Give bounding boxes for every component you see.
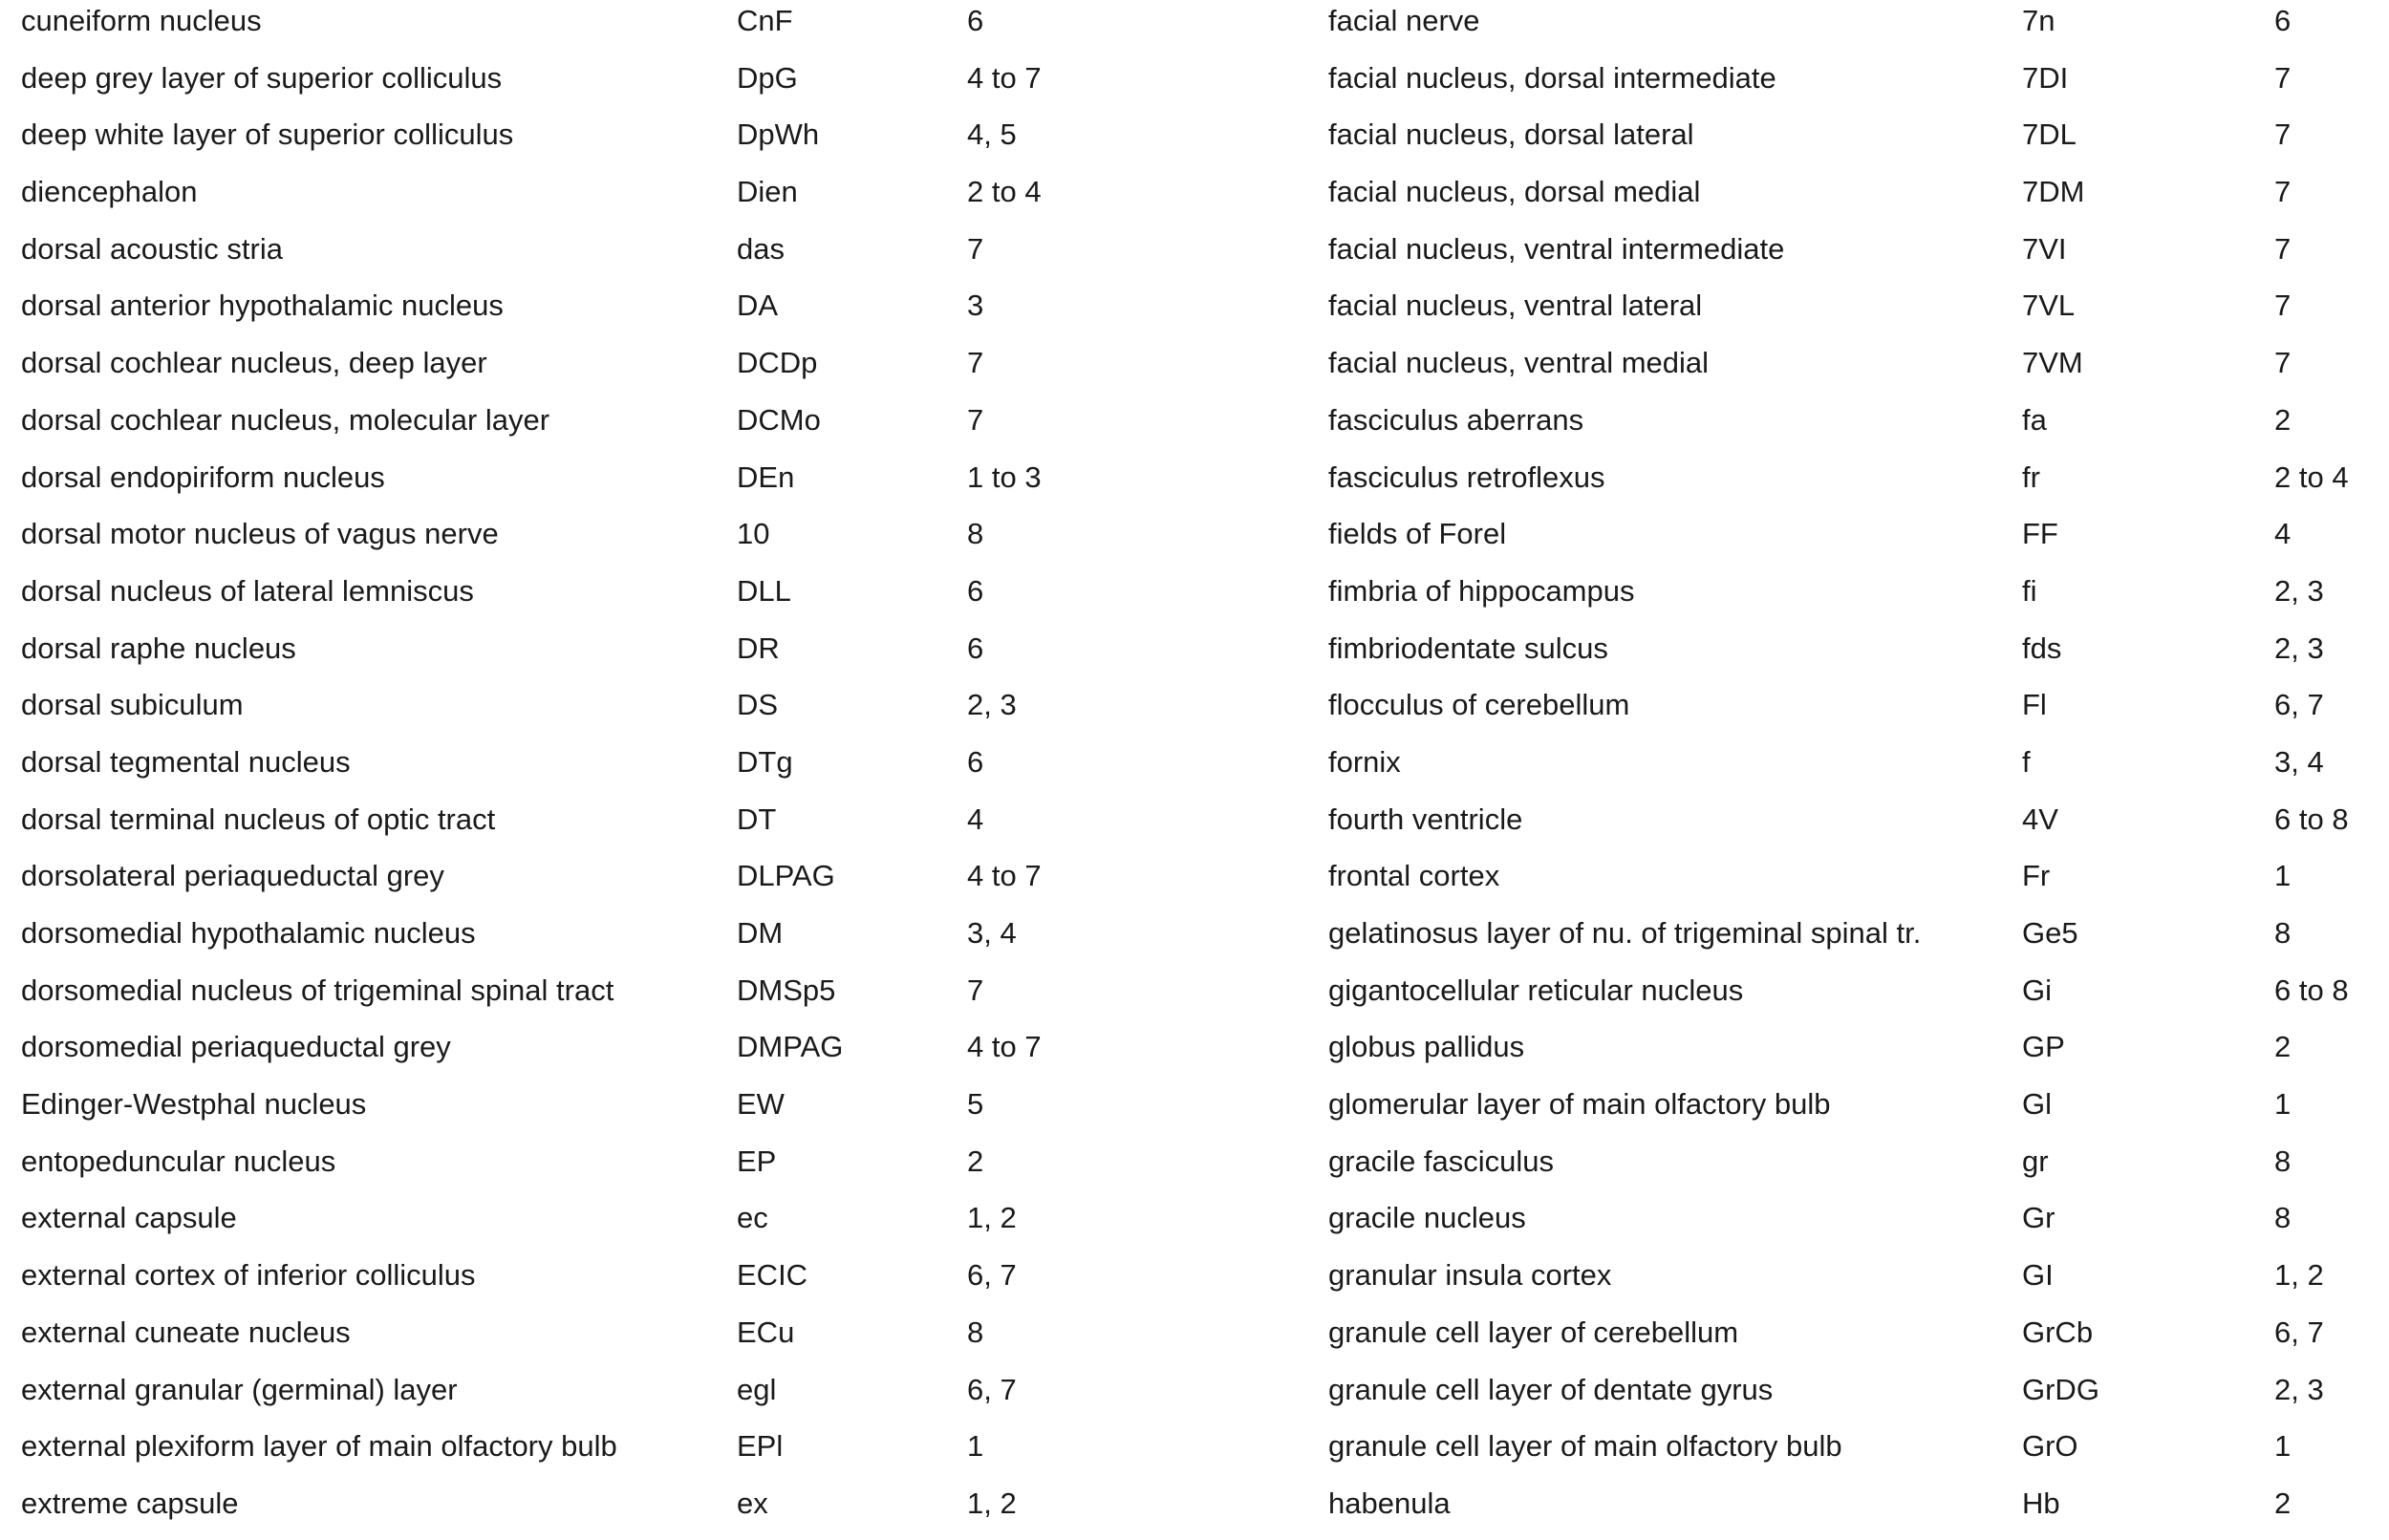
structure-abbr: 4V xyxy=(2022,802,2058,836)
structure-plates: 6, 7 xyxy=(967,1258,1017,1293)
structure-abbr: ECIC xyxy=(737,1258,808,1293)
structure-plates: 6 xyxy=(2274,4,2292,37)
structure-abbr: 7VL xyxy=(2022,289,2076,323)
structure-plates: 8 xyxy=(967,517,984,551)
structure-name: deep white layer of superior colliculus xyxy=(21,118,514,152)
structure-abbr: EP xyxy=(737,1144,777,1178)
structure-plates: 2 xyxy=(2274,1030,2292,1064)
structure-abbr: fr xyxy=(2022,460,2040,494)
structure-plates: 2, 3 xyxy=(2274,1372,2324,1406)
structure-plates: 2 xyxy=(967,1144,984,1178)
structure-name: dorsomedial nucleus of trigeminal spinal tract xyxy=(21,973,614,1007)
structure-plates: 1 xyxy=(2274,859,2292,893)
structure-plates: 6 xyxy=(967,4,984,37)
structure-abbr: CnF xyxy=(737,4,793,37)
structure-abbr: GrCb xyxy=(2022,1315,2094,1349)
structure-plates: 4 to 7 xyxy=(967,60,1042,95)
structure-name: external cuneate nucleus xyxy=(21,1315,351,1349)
structure-plates: 3, 4 xyxy=(967,916,1017,950)
structure-plates: 2 to 4 xyxy=(967,175,1042,209)
structure-name: dorsomedial periaqueductal grey xyxy=(21,1030,451,1064)
structure-plates: 6 xyxy=(967,631,984,665)
structure-abbr: ECu xyxy=(737,1315,795,1349)
structure-name: facial nucleus, ventral lateral xyxy=(1328,289,1703,323)
structure-plates: 3 xyxy=(967,289,984,323)
structure-plates: 8 xyxy=(2274,916,2292,950)
structure-abbr: ec xyxy=(737,1201,768,1235)
structure-name: granule cell layer of dentate gyrus xyxy=(1328,1372,1774,1406)
structure-plates: 7 xyxy=(2274,175,2292,209)
structure-plates: 2 to 4 xyxy=(2274,460,2349,494)
structure-name: dorsal acoustic stria xyxy=(21,231,283,266)
structure-abbr: DLL xyxy=(737,573,791,608)
structure-plates: 2, 3 xyxy=(2274,573,2324,608)
structure-plates: 4 to 7 xyxy=(967,1030,1042,1064)
structure-abbr: 7VM xyxy=(2022,346,2083,380)
structure-abbr: fi xyxy=(2022,573,2037,608)
structure-name: entopeduncular nucleus xyxy=(21,1144,336,1178)
structure-name: dorsal raphe nucleus xyxy=(21,631,296,665)
structure-abbr: ex xyxy=(737,1486,768,1520)
structure-abbr: DTg xyxy=(737,744,793,779)
structure-name: dorsal motor nucleus of vagus nerve xyxy=(21,517,499,551)
structure-plates: 7 xyxy=(2274,231,2292,266)
structure-name: dorsal tegmental nucleus xyxy=(21,744,351,779)
structure-abbr: EPl xyxy=(737,1429,784,1464)
structure-abbr: FF xyxy=(2022,517,2058,551)
structure-abbr: Fl xyxy=(2022,688,2047,722)
structure-plates: 7 xyxy=(967,402,984,437)
structure-name: dorsal cochlear nucleus, molecular layer xyxy=(21,402,550,437)
structure-abbr: Gl xyxy=(2022,1087,2052,1122)
structure-plates: 7 xyxy=(967,346,984,380)
structure-name: facial nucleus, ventral medial xyxy=(1328,346,1710,380)
structure-abbr: GP xyxy=(2022,1030,2065,1064)
structure-plates: 6 xyxy=(967,573,984,608)
structure-name: fourth ventricle xyxy=(1328,802,1523,836)
structure-plates: 7 xyxy=(967,973,984,1007)
structure-name: fasciculus retroflexus xyxy=(1328,460,1605,494)
structure-abbr: 7DM xyxy=(2022,175,2085,209)
structure-abbr: 7DI xyxy=(2022,60,2069,95)
structure-name: glomerular layer of main olfactory bulb xyxy=(1328,1087,1831,1122)
structure-plates: 4, 5 xyxy=(967,118,1017,152)
structure-name: facial nucleus, dorsal medial xyxy=(1328,175,1701,209)
structure-abbr: Hb xyxy=(2022,1486,2060,1520)
structure-plates: 6 xyxy=(967,744,984,779)
structure-plates: 4 xyxy=(967,802,984,836)
structure-abbr: Ge5 xyxy=(2022,916,2078,950)
structure-name: deep grey layer of superior colliculus xyxy=(21,60,503,95)
structure-name: facial nerve xyxy=(1328,4,1480,37)
structure-name: gracile nucleus xyxy=(1328,1201,1526,1235)
structure-plates: 6, 7 xyxy=(967,1372,1017,1406)
structure-plates: 6, 7 xyxy=(2274,1315,2324,1349)
structure-abbr: EW xyxy=(737,1087,785,1122)
structure-name: diencephalon xyxy=(21,175,198,209)
structure-name: flocculus of cerebellum xyxy=(1328,688,1630,722)
structure-name: gracile fasciculus xyxy=(1328,1144,1555,1178)
structure-plates: 7 xyxy=(2274,289,2292,323)
structure-name: globus pallidus xyxy=(1328,1030,1525,1064)
structure-plates: 4 to 7 xyxy=(967,859,1042,893)
structure-name: dorsomedial hypothalamic nucleus xyxy=(21,916,476,950)
structure-plates: 2 xyxy=(2274,402,2292,437)
structure-abbr: egl xyxy=(737,1372,777,1406)
structure-name: dorsal terminal nucleus of optic tract xyxy=(21,802,496,836)
structure-abbr: DT xyxy=(737,802,777,836)
structure-abbr: GrDG xyxy=(2022,1372,2099,1406)
structure-abbr: DCDp xyxy=(737,346,818,380)
structure-plates: 1, 2 xyxy=(967,1486,1017,1520)
structure-name: dorsal endopiriform nucleus xyxy=(21,460,385,494)
structure-name: dorsal subiculum xyxy=(21,688,244,722)
structure-abbr: DpG xyxy=(737,60,798,95)
structure-name: dorsolateral periaqueductal grey xyxy=(21,859,444,893)
structure-abbr: DLPAG xyxy=(737,859,835,893)
structure-abbr: DCMo xyxy=(737,402,821,437)
structure-name: gigantocellular reticular nucleus xyxy=(1328,973,1744,1007)
structure-abbr: DS xyxy=(737,688,779,722)
structure-plates: 6, 7 xyxy=(2274,688,2324,722)
structure-plates: 5 xyxy=(967,1087,984,1122)
structure-name: Edinger-Westphal nucleus xyxy=(21,1087,367,1122)
structure-abbr: GI xyxy=(2022,1258,2054,1293)
structure-abbr: DEn xyxy=(737,460,795,494)
structure-name: external cortex of inferior colliculus xyxy=(21,1258,476,1293)
structure-name: dorsal cochlear nucleus, deep layer xyxy=(21,346,487,380)
structure-abbr: 7n xyxy=(2022,4,2055,37)
structure-name: facial nucleus, dorsal intermediate xyxy=(1328,60,1776,95)
structure-plates: 3, 4 xyxy=(2274,744,2324,779)
structure-plates: 2 xyxy=(2274,1486,2292,1520)
structure-plates: 1, 2 xyxy=(2274,1258,2324,1293)
structure-abbr: das xyxy=(737,231,785,266)
structure-abbr: 7VI xyxy=(2022,231,2067,266)
structure-name: external granular (germinal) layer xyxy=(21,1372,458,1406)
structure-plates: 1 xyxy=(2274,1087,2292,1122)
structure-name: granule cell layer of cerebellum xyxy=(1328,1315,1739,1349)
structure-name: fimbriodentate sulcus xyxy=(1328,631,1608,665)
structure-name: facial nucleus, dorsal lateral xyxy=(1328,118,1694,152)
structure-plates: 7 xyxy=(2274,118,2292,152)
structure-name: dorsal anterior hypothalamic nucleus xyxy=(21,289,504,323)
structure-name: granular insula cortex xyxy=(1328,1258,1612,1293)
structure-name: fimbria of hippocampus xyxy=(1328,573,1635,608)
structure-abbr: Dien xyxy=(737,175,798,209)
structure-name: extreme capsule xyxy=(21,1486,239,1520)
structure-name: external capsule xyxy=(21,1201,237,1235)
structure-plates: 4 xyxy=(2274,517,2292,551)
structure-plates: 7 xyxy=(967,231,984,266)
structure-name: cuneiform nucleus xyxy=(21,4,262,37)
structure-name: frontal cortex xyxy=(1328,859,1500,893)
structure-plates: 1 xyxy=(2274,1429,2292,1464)
structure-abbr: DR xyxy=(737,631,780,665)
structure-abbr: fa xyxy=(2022,402,2047,437)
structure-abbr: Fr xyxy=(2022,859,2051,893)
structure-plates: 6 to 8 xyxy=(2274,802,2349,836)
structure-abbr: DA xyxy=(737,289,779,323)
structure-plates: 6 to 8 xyxy=(2274,973,2349,1007)
structure-abbr: DMSp5 xyxy=(737,973,836,1007)
structure-abbr: GrO xyxy=(2022,1429,2078,1464)
structure-abbr: 10 xyxy=(737,517,770,551)
structure-plates: 8 xyxy=(2274,1144,2292,1178)
structure-abbr: gr xyxy=(2022,1144,2049,1178)
structure-plates: 7 xyxy=(2274,60,2292,95)
structure-plates: 1 to 3 xyxy=(967,460,1042,494)
structure-name: gelatinosus layer of nu. of trigeminal spinal tr. xyxy=(1328,916,1922,950)
structure-name: dorsal nucleus of lateral lemniscus xyxy=(21,573,474,608)
structure-plates: 2, 3 xyxy=(2274,631,2324,665)
structure-abbr: Gi xyxy=(2022,973,2052,1007)
structure-name: facial nucleus, ventral intermediate xyxy=(1328,231,1785,266)
structure-abbr: fds xyxy=(2022,631,2062,665)
structure-abbr: DMPAG xyxy=(737,1030,844,1064)
structure-name: fornix xyxy=(1328,744,1401,779)
structure-plates: 8 xyxy=(2274,1201,2292,1235)
structure-name: external plexiform layer of main olfactory bulb xyxy=(21,1429,617,1464)
structure-plates: 8 xyxy=(967,1315,984,1349)
structure-plates: 7 xyxy=(2274,346,2292,380)
structure-abbr: Gr xyxy=(2022,1201,2055,1235)
structure-name: fasciculus aberrans xyxy=(1328,402,1584,437)
structure-plates: 1, 2 xyxy=(967,1201,1017,1235)
structure-abbr: DpWh xyxy=(737,118,820,152)
structure-abbr: f xyxy=(2022,744,2031,779)
structure-name: fields of Forel xyxy=(1328,517,1507,551)
structure-abbr: 7DL xyxy=(2022,118,2077,152)
structure-plates: 1 xyxy=(967,1429,984,1464)
structure-abbr: DM xyxy=(737,916,784,950)
structure-name: granule cell layer of main olfactory bulb xyxy=(1328,1429,1842,1464)
structure-plates: 2, 3 xyxy=(967,688,1017,722)
structure-name: habenula xyxy=(1328,1486,1451,1520)
